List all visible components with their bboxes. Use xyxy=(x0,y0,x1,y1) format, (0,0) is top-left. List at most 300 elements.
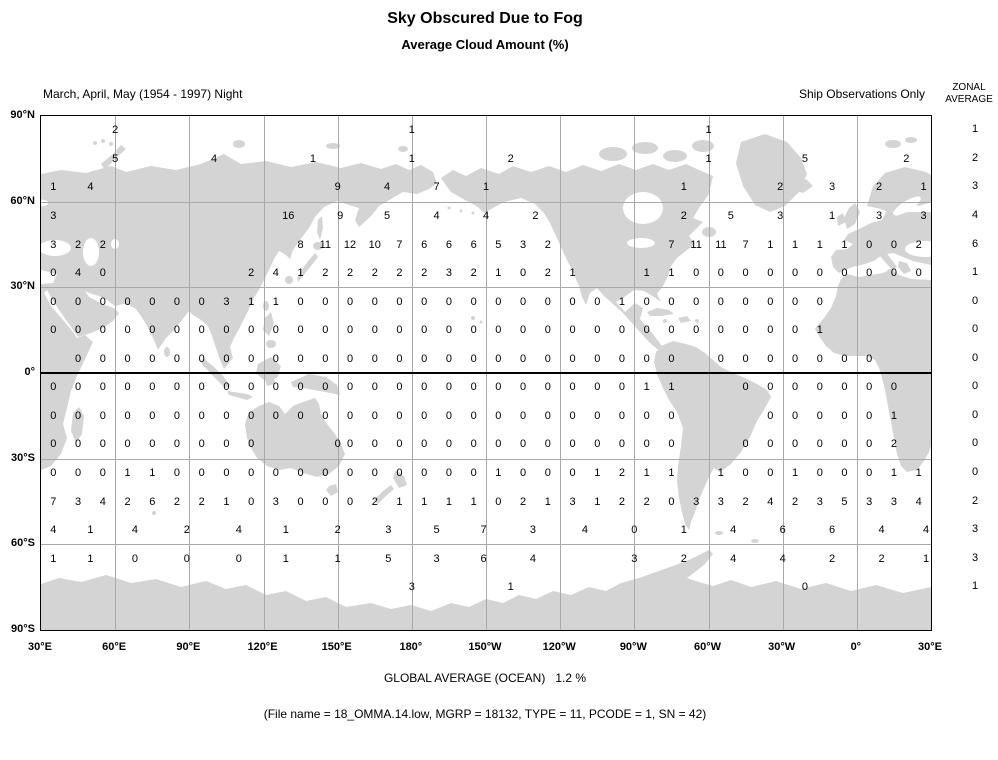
grid-value: 0 xyxy=(594,381,601,394)
grid-value: 10 xyxy=(368,238,381,251)
zonal-average-value: 0 xyxy=(971,408,979,421)
lon-tick-label: 30°E xyxy=(28,641,52,653)
grid-value: 0 xyxy=(173,352,181,365)
grid-value: 4 xyxy=(235,524,242,537)
zonal-average-value: 3 xyxy=(971,180,979,193)
grid-value: 0 xyxy=(693,324,700,337)
grid-value: 3 xyxy=(223,295,230,308)
grid-value: 0 xyxy=(693,267,700,280)
grid-value: 0 xyxy=(618,381,626,394)
grid-value: 0 xyxy=(75,381,82,394)
grid-value: 0 xyxy=(297,324,304,337)
zonal-average-value: 0 xyxy=(971,351,979,364)
grid-value: 7 xyxy=(433,181,440,194)
grid-value: 0 xyxy=(742,381,749,394)
grid-value: 0 xyxy=(470,466,477,479)
grid-value: 1 xyxy=(643,466,650,479)
grid-value: 0 xyxy=(791,295,799,308)
grid-value: 0 xyxy=(297,466,304,479)
grid-value: 1 xyxy=(149,466,156,479)
grid-value: 4 xyxy=(915,495,922,508)
grid-value: 2 xyxy=(618,466,626,479)
grid-value: 0 xyxy=(131,552,138,565)
grid-value: 0 xyxy=(346,438,354,451)
grid-value: 0 xyxy=(371,438,378,451)
grid-value: 0 xyxy=(544,438,551,451)
grid-value: 0 xyxy=(346,295,354,308)
grid-value: 0 xyxy=(791,267,799,280)
grid-value: 1 xyxy=(890,466,897,479)
grid-value: 0 xyxy=(643,352,650,365)
grid-value: 0 xyxy=(183,552,190,565)
grid-value: 0 xyxy=(371,381,378,394)
grid-value: 1 xyxy=(668,267,675,280)
observation-source-label: Ship Observations Only xyxy=(798,87,925,101)
grid-value: 0 xyxy=(470,324,477,337)
lat-tick-label: 60°S xyxy=(11,537,35,550)
grid-value: 1 xyxy=(309,152,316,165)
grid-value: 0 xyxy=(75,352,82,365)
lon-tick-label: 30°W xyxy=(768,641,796,653)
grid-value: 0 xyxy=(124,295,131,308)
lat-tick-label: 90°N xyxy=(10,109,35,121)
grid-value: 1 xyxy=(408,152,415,165)
grid-value: 0 xyxy=(668,409,675,422)
grid-value: 1 xyxy=(922,552,930,565)
grid-value: 2 xyxy=(742,495,749,508)
grid-value: 2 xyxy=(248,267,255,280)
grid-value: 0 xyxy=(791,438,799,451)
grid-value: 0 xyxy=(890,267,897,280)
grid-value: 0 xyxy=(594,295,601,308)
grid-value: 0 xyxy=(544,352,551,365)
grid-value: 6 xyxy=(470,238,477,251)
grid-value: 2 xyxy=(680,209,687,222)
grid-value: 4 xyxy=(581,524,588,537)
grid-value: 3 xyxy=(631,552,638,565)
grid-value: 0 xyxy=(223,466,230,479)
grid-value: 0 xyxy=(816,381,823,394)
grid-value: 0 xyxy=(297,295,304,308)
grid-value: 4 xyxy=(210,152,218,165)
grid-value: 0 xyxy=(544,466,551,479)
grid-value: 4 xyxy=(529,552,537,565)
grid-value: 0 xyxy=(495,324,502,337)
grid-value: 0 xyxy=(544,381,551,394)
grid-value: 0 xyxy=(396,466,403,479)
grid-value: 0 xyxy=(173,381,181,394)
grid-value: 0 xyxy=(322,352,329,365)
grid-value: 0 xyxy=(520,324,527,337)
grid-value: 1 xyxy=(643,381,650,394)
grid-value: 0 xyxy=(841,381,848,394)
grid-value: 0 xyxy=(371,352,378,365)
lon-tick-label: 60°W xyxy=(693,641,722,653)
grid-value: 0 xyxy=(816,438,823,451)
grid-value: 0 xyxy=(371,295,378,308)
grid-value: 1 xyxy=(816,324,823,337)
grid-value: 4 xyxy=(384,181,391,194)
grid-value: 0 xyxy=(272,324,279,337)
grid-value: 0 xyxy=(631,524,638,537)
zonal-header-line1: ZONAL xyxy=(952,82,986,93)
grid-value: 0 xyxy=(223,381,230,394)
grid-value: 2 xyxy=(520,495,527,508)
grid-value: 0 xyxy=(841,267,848,280)
grid-value: 2 xyxy=(346,267,354,280)
grid-value: 0 xyxy=(248,409,255,422)
grid-value: 0 xyxy=(742,438,749,451)
grid-value: 1 xyxy=(124,466,131,479)
grid-value: 0 xyxy=(371,324,378,337)
grid-value: 0 xyxy=(717,324,724,337)
grid-value: 12 xyxy=(343,238,357,251)
grid-value: 0 xyxy=(495,409,502,422)
zonal-average-value: 6 xyxy=(971,237,979,250)
grid-value: 0 xyxy=(520,409,527,422)
map-plot-area xyxy=(40,115,932,631)
grid-value: 0 xyxy=(50,438,57,451)
grid-value: 0 xyxy=(890,238,897,251)
grid-value: 3 xyxy=(408,581,415,594)
grid-value: 0 xyxy=(866,438,873,451)
grid-value: 0 xyxy=(569,324,576,337)
zonal-average-value: 4 xyxy=(971,208,979,221)
grid-value: 0 xyxy=(322,381,329,394)
grid-value: 0 xyxy=(618,438,626,451)
grid-value: 0 xyxy=(149,295,156,308)
grid-value: 0 xyxy=(173,295,181,308)
lon-tick-label: 150°E xyxy=(321,641,352,653)
lon-tick-label: 0° xyxy=(850,641,862,653)
grid-value: 0 xyxy=(223,324,230,337)
grid-value: 3 xyxy=(829,181,836,194)
grid-value: 2 xyxy=(334,524,341,537)
grid-value: 0 xyxy=(149,324,156,337)
grid-value: 0 xyxy=(297,495,304,508)
grid-value: 0 xyxy=(445,324,452,337)
grid-value: 7 xyxy=(480,524,487,537)
grid-value: 2 xyxy=(890,438,897,451)
grid-value: 6 xyxy=(779,524,786,537)
grid-value: 0 xyxy=(75,466,82,479)
grid-value: 0 xyxy=(272,409,279,422)
lon-tick-label: 120°E xyxy=(247,641,278,653)
grid-value: 3 xyxy=(777,209,784,222)
grid-value: 4 xyxy=(87,181,94,194)
grid-value: 1 xyxy=(680,181,687,194)
grid-value: 0 xyxy=(816,466,823,479)
grid-value: 6 xyxy=(829,524,836,537)
grid-value: 0 xyxy=(816,267,823,280)
grid-value: 0 xyxy=(594,324,601,337)
grid-value: 1 xyxy=(507,581,514,594)
grid-value: 2 xyxy=(75,238,82,251)
grid-value: 0 xyxy=(248,324,255,337)
zonal-average-value: 3 xyxy=(971,523,979,536)
grid-value: 0 xyxy=(816,352,823,365)
grid-value: 0 xyxy=(50,295,57,308)
grid-value: 0 xyxy=(890,381,897,394)
grid-value: 1 xyxy=(668,466,675,479)
zonal-average-value: 0 xyxy=(971,437,979,450)
grid-value: 4 xyxy=(75,267,82,280)
grid-value: 3 xyxy=(272,495,279,508)
grid-value: 7 xyxy=(668,238,675,251)
grid-value: 1 xyxy=(297,267,304,280)
grid-value: 1 xyxy=(495,267,502,280)
grid-value: 1 xyxy=(816,238,823,251)
grid-value: 1 xyxy=(396,495,403,508)
grid-value: 4 xyxy=(922,524,930,537)
grid-value: 2 xyxy=(371,267,378,280)
grid-value: 0 xyxy=(50,324,57,337)
grid-value: 0 xyxy=(520,466,527,479)
grid-value: 3 xyxy=(75,495,82,508)
grid-value: 0 xyxy=(346,324,354,337)
grid-value: 0 xyxy=(396,438,403,451)
grid-value: 0 xyxy=(346,381,354,394)
grid-value: 2 xyxy=(507,152,514,165)
grid-value: 2 xyxy=(643,495,650,508)
grid-value: 6 xyxy=(480,552,487,565)
grid-value: 2 xyxy=(878,552,885,565)
grid-value: 1 xyxy=(87,552,94,565)
grid-value: 0 xyxy=(767,438,774,451)
zonal-average-value: 0 xyxy=(971,380,979,393)
grid-value: 0 xyxy=(149,409,156,422)
grid-value: 0 xyxy=(50,466,57,479)
grid-value: 1 xyxy=(680,524,687,537)
grid-value: 0 xyxy=(643,295,650,308)
data-values xyxy=(41,116,931,630)
grid-value: 0 xyxy=(99,352,106,365)
grid-value: 0 xyxy=(75,324,82,337)
grid-value: 0 xyxy=(767,352,774,365)
grid-value: 0 xyxy=(124,324,131,337)
grid-value: 2 xyxy=(791,495,799,508)
grid-value: 0 xyxy=(75,438,82,451)
grid-value: 0 xyxy=(544,324,551,337)
grid-value: 0 xyxy=(421,352,428,365)
grid-value: 0 xyxy=(767,324,774,337)
grid-value: 1 xyxy=(272,295,279,308)
grid-value: 3 xyxy=(693,495,700,508)
grid-value: 3 xyxy=(816,495,823,508)
grid-value: 0 xyxy=(346,466,354,479)
grid-value: 1 xyxy=(50,552,57,565)
grid-value: 5 xyxy=(727,209,734,222)
zonal-average-value: 0 xyxy=(971,294,979,307)
grid-value: 0 xyxy=(272,352,279,365)
grid-value: 0 xyxy=(371,466,378,479)
grid-value: 0 xyxy=(223,409,230,422)
zonal-average-value: 1 xyxy=(971,266,979,279)
grid-value: 0 xyxy=(495,352,502,365)
lon-tick-label: 60°E xyxy=(102,641,127,653)
grid-value: 1 xyxy=(421,495,428,508)
grid-value: 0 xyxy=(149,381,156,394)
grid-value: 1 xyxy=(643,267,650,280)
grid-value: 0 xyxy=(248,352,255,365)
grid-value: 0 xyxy=(173,409,181,422)
grid-value: 8 xyxy=(297,238,304,251)
grid-value: 1 xyxy=(482,181,490,194)
grid-value: 0 xyxy=(816,295,823,308)
grid-value: 5 xyxy=(495,238,502,251)
grid-value: 2 xyxy=(183,524,190,537)
grid-value: 3 xyxy=(876,209,883,222)
grid-value: 0 xyxy=(569,438,576,451)
grid-value: 0 xyxy=(346,352,354,365)
grid-value: 3 xyxy=(569,495,576,508)
grid-value: 2 xyxy=(903,152,910,165)
grid-value: 0 xyxy=(248,381,255,394)
grid-value: 3 xyxy=(433,552,440,565)
grid-value: 1 xyxy=(841,238,848,251)
grid-value: 2 xyxy=(112,124,119,137)
grid-value: 0 xyxy=(198,324,205,337)
grid-value: 0 xyxy=(841,438,848,451)
grid-value: 1 xyxy=(705,124,712,137)
grid-value: 0 xyxy=(272,381,279,394)
grid-value: 0 xyxy=(124,381,131,394)
grid-value: 4 xyxy=(272,267,279,280)
grid-value: 0 xyxy=(767,295,774,308)
grid-value: 0 xyxy=(198,352,205,365)
grid-value: 0 xyxy=(801,581,808,594)
grid-value: 0 xyxy=(767,466,774,479)
grid-value: 0 xyxy=(643,438,650,451)
grid-value: 0 xyxy=(618,352,626,365)
grid-value: 3 xyxy=(920,209,927,222)
grid-value: 4 xyxy=(50,524,57,537)
grid-value: 0 xyxy=(198,466,205,479)
grid-value: 0 xyxy=(99,381,106,394)
grid-value: 4 xyxy=(433,209,440,222)
grid-value: 0 xyxy=(421,466,428,479)
grid-value: 0 xyxy=(668,438,675,451)
grid-value: 5 xyxy=(385,552,392,565)
lat-tick-label: 90°S xyxy=(11,623,35,635)
grid-value: 0 xyxy=(668,495,675,508)
grid-value: 0 xyxy=(99,295,106,308)
grid-value: 1 xyxy=(618,295,626,308)
grid-value: 0 xyxy=(198,409,205,422)
grid-value: 1 xyxy=(495,466,502,479)
grid-value: 0 xyxy=(668,352,675,365)
grid-value: 0 xyxy=(99,409,106,422)
grid-value: 3 xyxy=(50,209,57,222)
grid-value: 2 xyxy=(618,495,626,508)
grid-value: 0 xyxy=(495,495,502,508)
grid-value: 1 xyxy=(920,181,927,194)
grid-value: 0 xyxy=(322,324,329,337)
grid-value: 0 xyxy=(569,466,576,479)
grid-value: 3 xyxy=(445,267,452,280)
grid-value: 0 xyxy=(248,495,255,508)
grid-value: 2 xyxy=(470,267,477,280)
grid-value: 0 xyxy=(717,352,724,365)
grid-value: 4 xyxy=(482,209,490,222)
grid-value: 0 xyxy=(618,324,626,337)
grid-value: 0 xyxy=(99,466,106,479)
grid-value: 0 xyxy=(421,295,428,308)
grid-value: 1 xyxy=(594,495,601,508)
grid-value: 2 xyxy=(532,209,539,222)
zonal-average-value: 2 xyxy=(971,494,979,507)
grid-value: 0 xyxy=(742,267,749,280)
grid-value: 6 xyxy=(445,238,452,251)
grid-value: 0 xyxy=(322,409,329,422)
zonal-average-value: 0 xyxy=(971,465,979,478)
grid-value: 0 xyxy=(791,409,799,422)
grid-value: 1 xyxy=(668,381,675,394)
grid-value: 0 xyxy=(520,352,527,365)
grid-value: 0 xyxy=(198,295,205,308)
grid-value: 0 xyxy=(866,381,873,394)
grid-value: 0 xyxy=(866,238,873,251)
grid-value: 0 xyxy=(470,409,477,422)
grid-value: 0 xyxy=(75,295,82,308)
grid-value: 4 xyxy=(767,495,774,508)
grid-value: 0 xyxy=(495,295,502,308)
grid-value: 0 xyxy=(866,409,873,422)
grid-value: 0 xyxy=(767,409,774,422)
grid-value: 3 xyxy=(866,495,873,508)
grid-value: 0 xyxy=(149,352,156,365)
grid-value: 0 xyxy=(520,295,527,308)
lon-tick-label: 90°W xyxy=(619,641,647,653)
grid-value: 0 xyxy=(50,267,57,280)
grid-value: 0 xyxy=(470,438,477,451)
grid-value: 1 xyxy=(223,495,230,508)
grid-value: 0 xyxy=(198,438,205,451)
grid-value: 1 xyxy=(248,295,255,308)
lon-tick-label: 180° xyxy=(399,641,423,653)
grid-value: 0 xyxy=(594,409,601,422)
grid-value: 0 xyxy=(445,352,452,365)
grid-value: 0 xyxy=(618,409,626,422)
grid-value: 16 xyxy=(282,209,295,222)
grid-value: 0 xyxy=(421,381,428,394)
grid-value: 2 xyxy=(322,267,329,280)
grid-value: 0 xyxy=(816,409,823,422)
grid-value: 0 xyxy=(594,352,601,365)
grid-value: 0 xyxy=(520,438,527,451)
grid-value: 1 xyxy=(791,238,799,251)
grid-value: 0 xyxy=(124,438,131,451)
grid-value: 2 xyxy=(396,267,403,280)
grid-value: 0 xyxy=(445,381,452,394)
grid-value: 1 xyxy=(569,267,576,280)
grid-value: 0 xyxy=(50,381,57,394)
grid-value: 1 xyxy=(470,495,477,508)
grid-value: 1 xyxy=(717,466,724,479)
grid-value: 0 xyxy=(445,409,452,422)
zonal-average-header xyxy=(940,82,998,106)
grid-value: 7 xyxy=(50,495,57,508)
grid-value: 0 xyxy=(742,352,749,365)
grid-value: 0 xyxy=(173,438,181,451)
global-average-label: GLOBAL AVERAGE (OCEAN) 1.2 % xyxy=(383,671,587,685)
grid-value: 0 xyxy=(866,267,873,280)
grid-value: 0 xyxy=(767,381,774,394)
grid-value: 0 xyxy=(717,295,724,308)
grid-value: 11 xyxy=(319,238,332,251)
grid-value: 4 xyxy=(730,524,737,537)
grid-value: 1 xyxy=(282,524,289,537)
